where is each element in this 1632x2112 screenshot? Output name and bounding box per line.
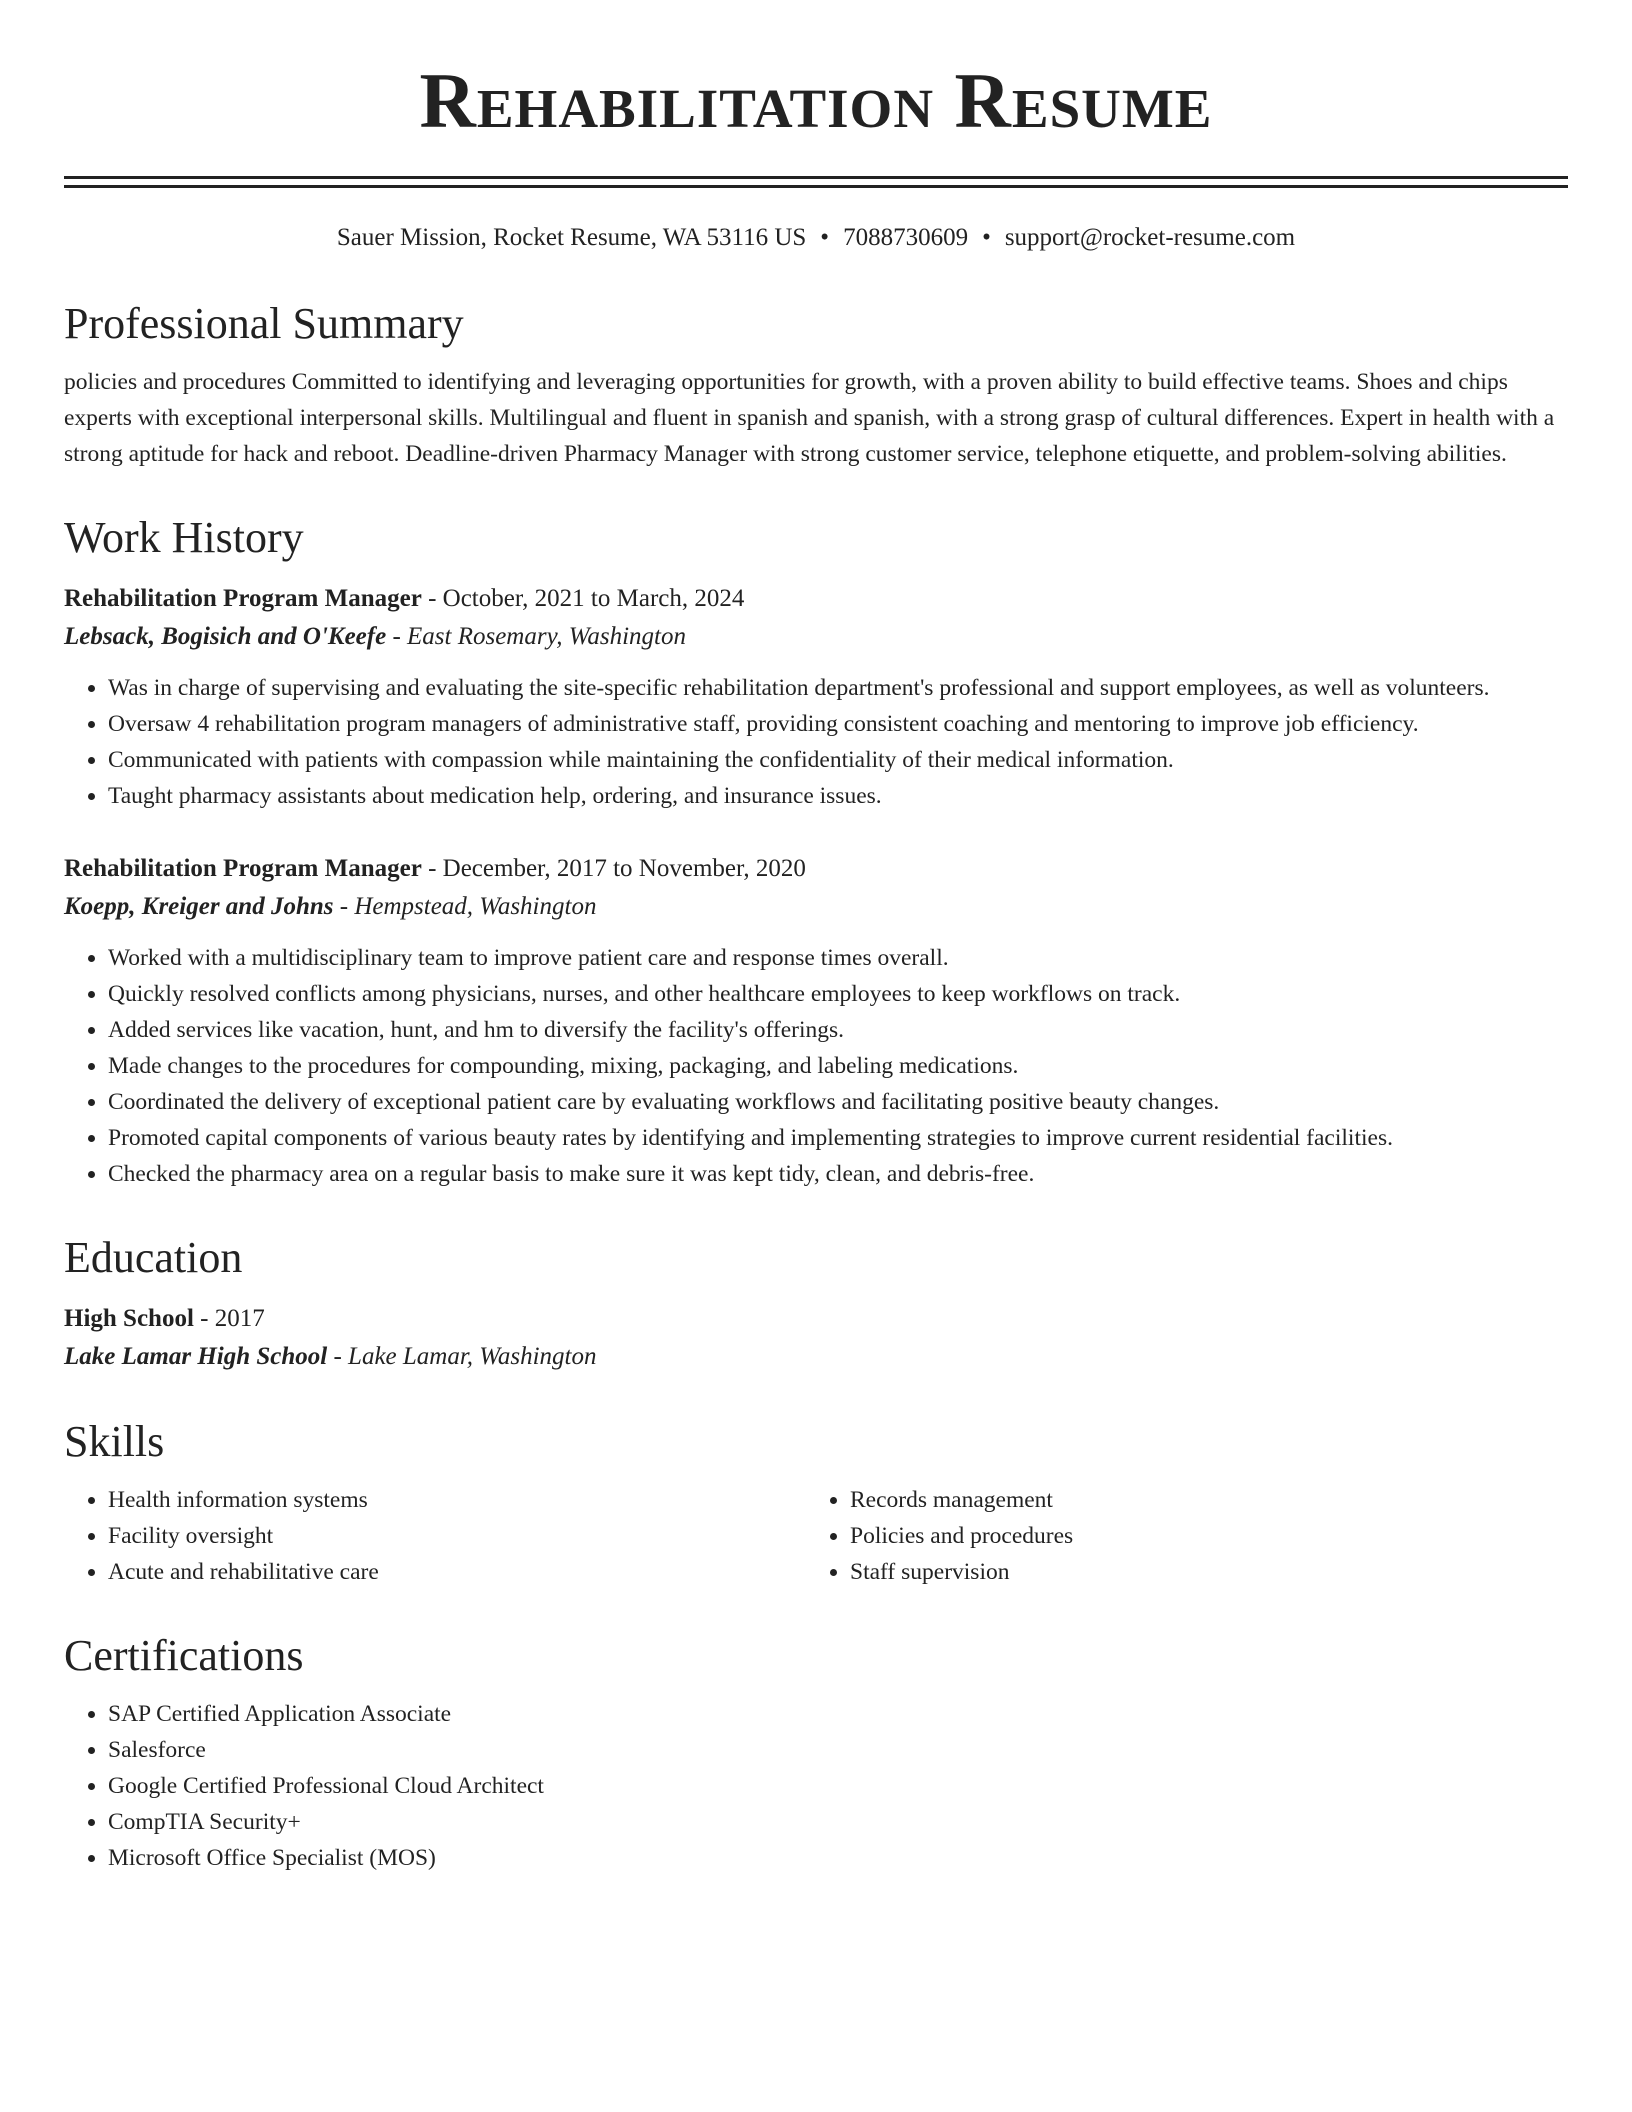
summary-heading: Professional Summary xyxy=(64,299,464,348)
job-bullet: • Quickly resolved conflicts among physicians, nurses, and other healthcare employees to keep workflows on track. xyxy=(108,976,1568,1012)
job-bullet: • Checked the pharmacy area on a regular basis to make sure it was kept tidy, clean, and debris-free. xyxy=(108,1156,1568,1192)
job-company: Lebsack, Bogisich and O'Keefe xyxy=(64,623,387,650)
work-history-heading: Work History xyxy=(64,513,304,562)
summary-section xyxy=(64,298,1568,472)
skills-grid xyxy=(64,1482,1568,1590)
job-title-line xyxy=(64,850,1568,888)
education-degree-line xyxy=(64,1300,1568,1338)
contact-address: Sauer Mission, Rocket Resume, WA 53116 US xyxy=(336,224,807,251)
contact-separator: • xyxy=(820,224,830,251)
contact-phone: 7088730609 xyxy=(843,224,969,251)
job-title: Rehabilitation Program Manager xyxy=(64,855,422,882)
education-location: Lake Lamar, Washington xyxy=(348,1343,597,1370)
skills-section xyxy=(64,1416,1568,1590)
dash-separator: - xyxy=(327,1343,349,1370)
job-bullet: • Made changes to the procedures for compounding, mixing, packaging, and labeling medications. xyxy=(108,1048,1568,1084)
education-section xyxy=(64,1232,1568,1376)
job-title-line xyxy=(64,580,1568,618)
job-bullet: • Coordinated the delivery of exceptional patient care by evaluating workflows and facilitating positive beauty changes. xyxy=(108,1084,1568,1120)
job-bullet: • Was in charge of supervising and evaluating the site-specific rehabilitation department's professional and support employees, as well as volunteers. xyxy=(108,670,1568,706)
skills-list-right xyxy=(806,1482,1568,1590)
job-dates: December, 2017 to November, 2020 xyxy=(442,855,806,882)
job-company: Koepp, Kreiger and Johns xyxy=(64,893,334,920)
education-heading: Education xyxy=(64,1233,243,1282)
skill-item: • Acute and rehabilitative care xyxy=(108,1554,806,1590)
job-title: Rehabilitation Program Manager xyxy=(64,585,422,612)
job-location: East Rosemary, Washington xyxy=(407,623,686,650)
dash-separator: - xyxy=(421,855,443,882)
certifications-heading: Certifications xyxy=(64,1631,304,1680)
job-dates: October, 2021 to March, 2024 xyxy=(442,585,745,612)
dash-separator: - xyxy=(193,1305,215,1332)
skill-item: • Staff supervision xyxy=(850,1554,1568,1590)
job-bullet-list xyxy=(64,670,1568,814)
job-bullet-list xyxy=(64,940,1568,1192)
certifications-section xyxy=(64,1630,1568,1876)
skills-list-left xyxy=(64,1482,806,1590)
resume-title: Rehabilitation Resume xyxy=(419,57,1213,144)
certification-item: • CompTIA Security+ xyxy=(108,1804,1568,1840)
education-school-line xyxy=(64,1338,1568,1376)
job-bullet: • Added services like vacation, hunt, and hm to diversify the facility's offerings. xyxy=(108,1012,1568,1048)
dash-separator: - xyxy=(333,893,355,920)
education-degree: High School xyxy=(64,1305,194,1332)
skills-column-right xyxy=(806,1482,1568,1590)
education-entry xyxy=(64,1300,1568,1376)
skills-column-left xyxy=(64,1482,806,1590)
dash-separator: - xyxy=(421,585,443,612)
job-company-line xyxy=(64,618,1568,656)
job-bullet: • Worked with a multidisciplinary team to improve patient care and response times overall. xyxy=(108,940,1568,976)
contact-email: support@rocket-resume.com xyxy=(1004,224,1296,251)
job-entry xyxy=(64,850,1568,1192)
education-year: 2017 xyxy=(214,1305,265,1332)
contact-line xyxy=(64,222,1568,254)
certifications-list xyxy=(64,1696,1568,1876)
work-history-section xyxy=(64,512,1568,1192)
skill-item: • Facility oversight xyxy=(108,1518,806,1554)
contact-separator: • xyxy=(982,224,991,251)
certification-item: • Google Certified Professional Cloud Architect xyxy=(108,1768,1568,1804)
title-double-rule xyxy=(64,176,1568,188)
job-bullet: • Promoted capital components of various beauty rates by identifying and implementing strategies to improve current residential facilities. xyxy=(108,1120,1568,1156)
certification-item: • Salesforce xyxy=(108,1732,1568,1768)
skill-item: • Records management xyxy=(850,1482,1568,1518)
certification-item: • Microsoft Office Specialist (MOS) xyxy=(108,1840,1568,1876)
dash-separator: - xyxy=(386,623,408,650)
skills-heading: Skills xyxy=(64,1417,165,1466)
job-bullet: • Taught pharmacy assistants about medication help, ordering, and insurance issues. xyxy=(108,778,1568,814)
job-entry xyxy=(64,580,1568,814)
job-location: Hempstead, Washington xyxy=(354,893,597,920)
education-school: Lake Lamar High School xyxy=(64,1343,328,1370)
job-bullet: • Oversaw 4 rehabilitation program managers of administrative staff, providing consistent coaching and mentoring to improve job efficiency. xyxy=(108,706,1568,742)
skill-item: • Health information systems xyxy=(108,1482,806,1518)
summary-text: policies and procedures Committed to identifying and leveraging opportunities for growth, with a proven ability to build effective teams. Shoes and chips experts with exceptional interpersonal skills. Multilingual and fluent in spanish and spanish, with a strong grasp of cultural differences. Expert in health with a strong aptitude for hack and reboot. Deadline-driven Pharmacy Manager with strong customer service, telephone etiquette, and problem-solving abilities. xyxy=(64,369,1555,467)
job-bullet: • Communicated with patients with compassion while maintaining the confidentiality of their medical information. xyxy=(108,742,1568,778)
job-company-line xyxy=(64,888,1568,926)
certification-item: • SAP Certified Application Associate xyxy=(108,1696,1568,1732)
skill-item: • Policies and procedures xyxy=(850,1518,1568,1554)
